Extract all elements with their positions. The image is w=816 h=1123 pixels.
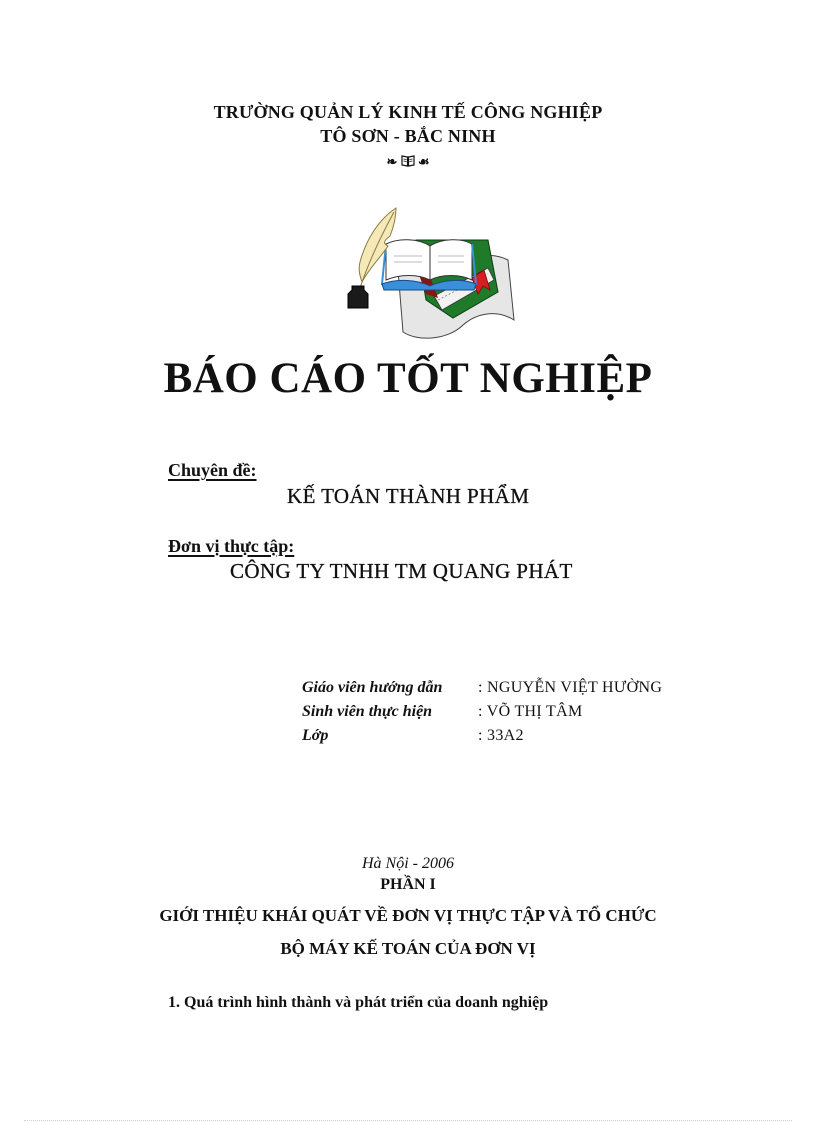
book-quill-icon <box>338 200 518 342</box>
school-name-line2: TÔ SƠN - BẮC NINH <box>320 126 496 146</box>
part-title: PHẦN I <box>380 876 436 893</box>
internship-unit-label: Đơn vị thực tập: <box>168 536 295 556</box>
supervisor-label: Giáo viên hướng dẫn <box>302 679 443 696</box>
info-block <box>302 676 722 748</box>
fleuron-right-icon: ☙ <box>417 154 430 169</box>
info-row-student <box>302 700 722 724</box>
report-title: BÁO CÁO TỐT NGHIỆP <box>163 355 653 402</box>
supervisor-value: : NGUYỄN VIỆT HƯỜNG <box>478 679 663 696</box>
topic-label: Chuyên đề: <box>168 460 257 480</box>
page-break-divider <box>24 1120 792 1121</box>
open-book-icon <box>401 155 415 167</box>
info-row-class <box>302 724 722 748</box>
student-value: : VÕ THỊ TÂM <box>478 703 583 720</box>
place-date: Hà Nội - 2006 <box>362 855 454 872</box>
class-label: Lớp <box>302 727 329 744</box>
info-row-supervisor <box>302 676 722 700</box>
school-name-line1: TRƯỜNG QUẢN LÝ KINH TẾ CÔNG NGHIỆP <box>213 102 603 122</box>
topic-value: KẾ TOÁN THÀNH PHẨM <box>287 484 530 508</box>
internship-unit-value: CÔNG TY TNHH TM QUANG PHÁT <box>230 559 573 583</box>
section-subheading: 1. Quá trình hình thành và phát triển của doanh nghiệp <box>168 994 549 1011</box>
book-quill-logo <box>338 200 518 342</box>
ornament-divider-icon <box>0 154 816 170</box>
fleuron-left-icon: ❧ <box>386 154 398 169</box>
class-value: : 33A2 <box>478 727 524 744</box>
part-heading-line1: GIỚI THIỆU KHÁI QUÁT VỀ ĐƠN VỊ THỰC TẬP VÀ TỔ CHỨC <box>159 906 657 925</box>
student-label: Sinh viên thực hiện <box>302 703 433 720</box>
part-heading-line2: BỘ MÁY KẾ TOÁN CỦA ĐƠN VỊ <box>280 939 536 958</box>
